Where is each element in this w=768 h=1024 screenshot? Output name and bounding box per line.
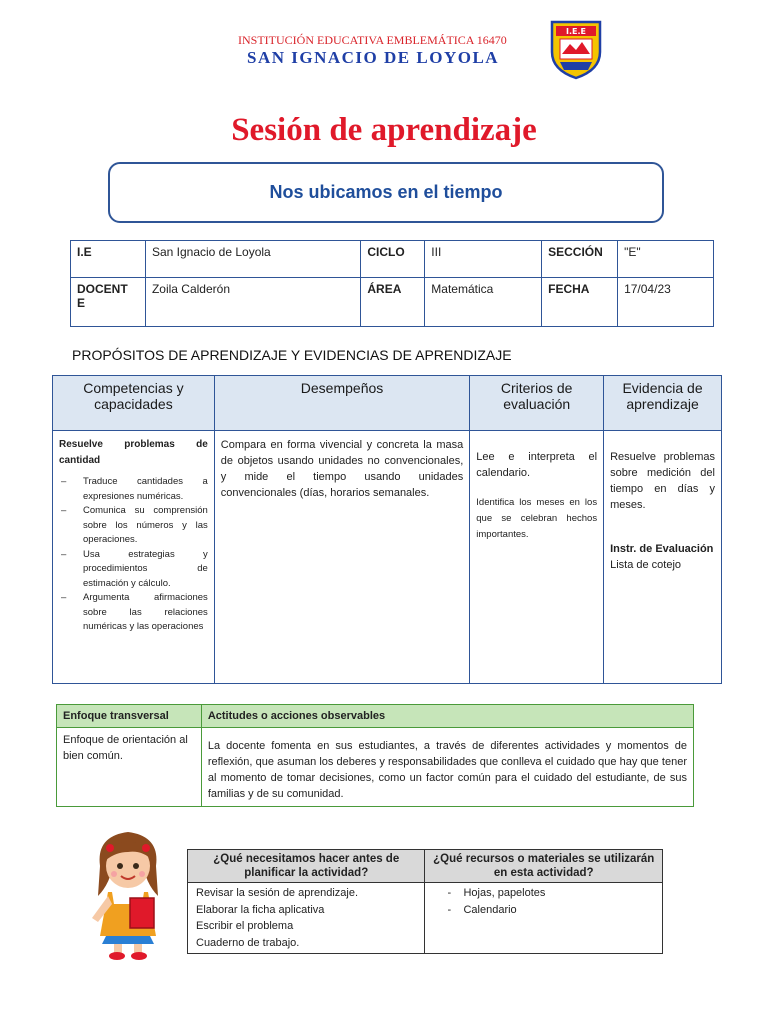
resources-cell <box>425 883 663 954</box>
ie-value: San Ignacio de Loyola <box>145 241 360 278</box>
header-criterios: Criterios de evaluación <box>470 376 604 431</box>
header-planning: ¿Qué necesitamos hacer antes de planificar la actividad? <box>188 850 425 883</box>
instr-value: Lista de cotejo <box>610 559 682 571</box>
list-item: - Calendario <box>449 902 654 919</box>
evidencia-text: Resuelve problemas sobre medición del tiempo en días y meses. <box>610 451 715 511</box>
competencias-cell <box>53 431 215 684</box>
desempeno-text: Compara en forma vivencial y concreta la masa de objetos usando unidades no convencionales, y mide el tiempo usando unidades convencionales (días, horarios semanales. <box>220 439 464 499</box>
list-item: - Hojas, papelotes <box>449 885 654 902</box>
header-competencias: Competencias y capacidades <box>53 376 215 431</box>
enfoque-table <box>56 704 694 807</box>
docente-value: Zoila Calderón <box>145 278 360 327</box>
criterio-1: Lee e interpreta el calendario. <box>476 451 598 479</box>
fecha-value: 17/04/23 <box>618 278 714 327</box>
competencia-title: Resuelve problemas de cantidad <box>59 439 208 466</box>
header-enfoque: Enfoque transversal <box>57 705 202 728</box>
header-actitudes: Actitudes o acciones observables <box>201 705 693 728</box>
resources-list <box>433 885 654 918</box>
list-item: – Comunica su comprensión sobre los números y las operaciones. <box>71 504 208 548</box>
docente-label: DOCENT E <box>71 278 146 327</box>
topic-box <box>108 162 664 223</box>
enfoque-value: Enfoque de orientación al bien común. <box>57 728 202 807</box>
header-resources: ¿Qué recursos o materiales se utilizarán en esta actividad? <box>425 850 663 883</box>
school-crest-icon <box>548 18 604 80</box>
list-item: Cuaderno de trabajo. <box>196 936 300 949</box>
criterios-cell <box>470 431 604 684</box>
competencias-table <box>52 375 722 684</box>
desempeno-cell <box>214 431 469 684</box>
actitudes-text: La docente fomenta en sus estudiantes, a través de diferentes actividades y momentos de reflexión, que asuman los deberes y responsabilidades que conlleva el cuidado que hay que tener al momento de tomar decisiones, como un factor común para el cuidado del estudiante, de sus familias y de su comunidad. <box>201 728 693 807</box>
capacidades-list <box>59 475 208 635</box>
crest-label: I.E.E <box>566 27 586 36</box>
evidencia-cell <box>604 431 722 684</box>
area-value: Matemática <box>425 278 542 327</box>
fecha-label: FECHA <box>542 278 618 327</box>
tasks-cell <box>188 883 425 954</box>
ie-label: I.E <box>71 241 146 278</box>
planning-table <box>187 849 663 954</box>
institution-text: INSTITUCIÓN EDUCATIVA EMBLEMÁTICA 16470 <box>238 33 507 47</box>
list-item: Elaborar la ficha aplicativa <box>196 903 325 916</box>
list-item: – Traduce cantidades a expresiones numéricas. <box>71 475 208 504</box>
session-info-table <box>70 240 714 327</box>
seccion-value: "E" <box>618 241 714 278</box>
criterio-2: Identifica los meses en los que se celebran hechos importantes. <box>476 497 598 540</box>
student-girl-icon <box>78 826 178 961</box>
school-name: SAN IGNACIO DE LOYOLA <box>247 48 500 67</box>
seccion-label: SECCIÓN <box>542 241 618 278</box>
topic-title: Nos ubicamos en el tiempo <box>269 182 503 202</box>
list-item: – Argumenta afirmaciones sobre las relaciones numéricas y las operaciones <box>71 591 208 635</box>
header-evidencia: Evidencia de aprendizaje <box>604 376 722 431</box>
list-item: Escribir el problema <box>196 920 294 932</box>
ciclo-label: CICLO <box>361 241 425 278</box>
list-item: – Usa estrategias y procedimientos de estimación y cálculo. <box>71 548 208 592</box>
list-item: Revisar la sesión de aprendizaje. <box>196 887 359 899</box>
purpose-heading: PROPÓSITOS DE APRENDIZAJE Y EVIDENCIAS DE APRENDIZAJE <box>72 347 512 363</box>
ciclo-value: III <box>425 241 542 278</box>
page-title: Sesión de aprendizaje <box>231 112 537 148</box>
instr-label: Instr. de Evaluación <box>610 543 714 555</box>
header-desempenos: Desempeños <box>214 376 469 431</box>
area-label: ÁREA <box>361 278 425 327</box>
